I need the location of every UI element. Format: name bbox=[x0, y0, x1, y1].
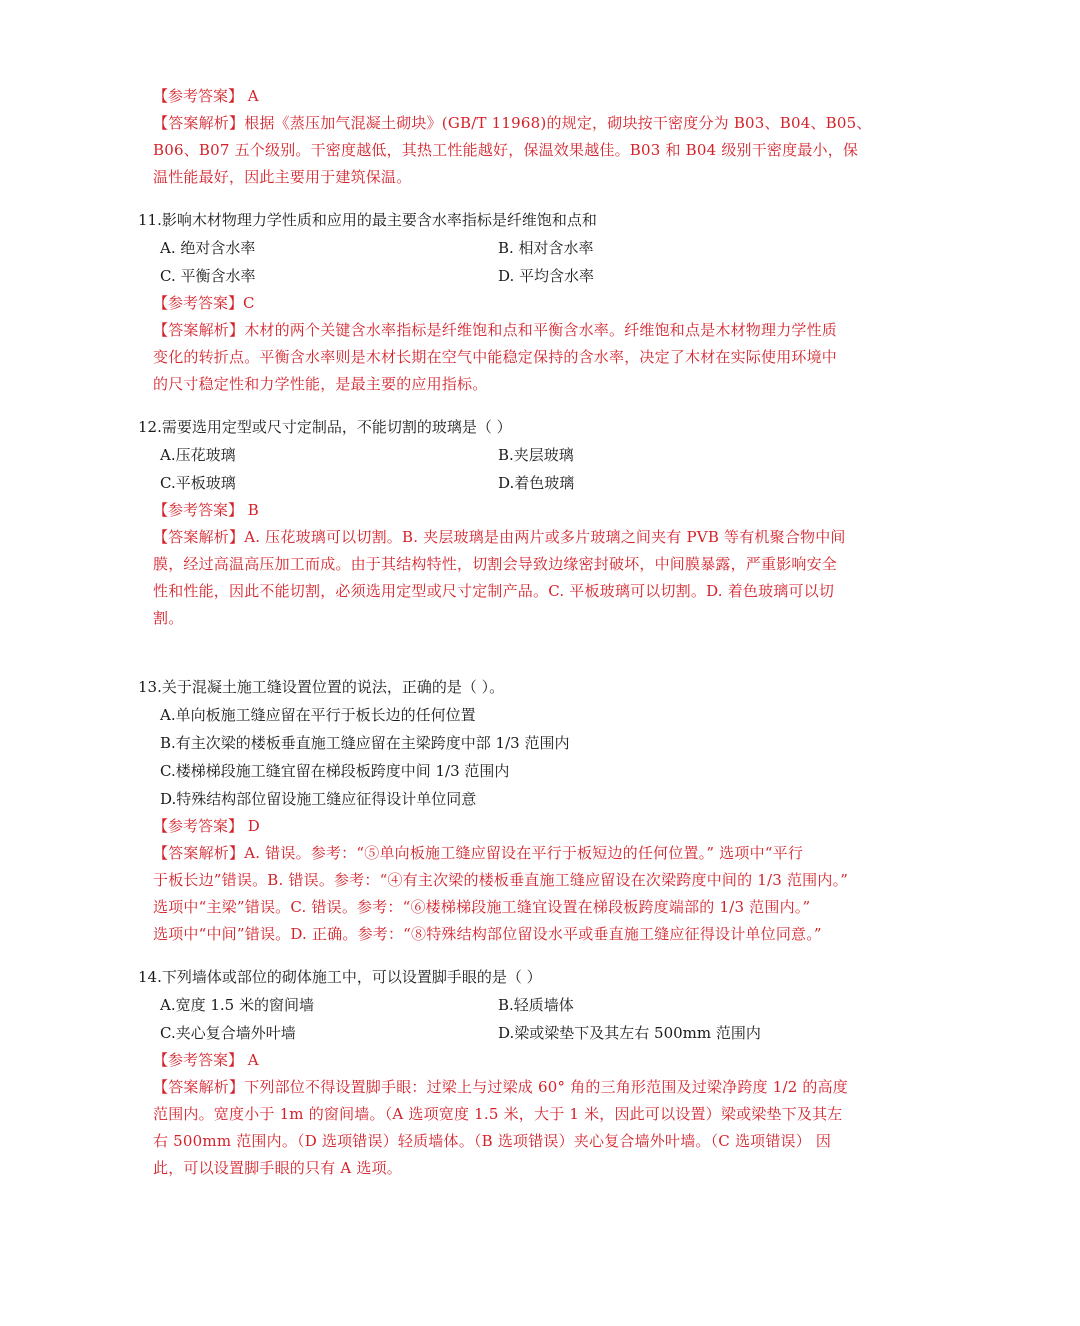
option-c: C.楼梯梯段施工缝宜留在梯段板跨度中间 1/3 范围内 bbox=[160, 762, 510, 780]
answer-line-q13: 【参考答案】 D bbox=[153, 817, 260, 835]
document-content bbox=[138, 83, 898, 1182]
explanation-line: 【答案解析】木材的两个关键含水率指标是纤维饱和点和平衡含水率。纤维饱和点是木材物理力学性质 bbox=[153, 321, 838, 339]
question-12: 12.需要选用定型或尺寸定制品，不能切割的玻璃是（ ） bbox=[138, 418, 512, 436]
explanation-q13 bbox=[138, 840, 898, 948]
option-c: C.夹心复合墙外叶墙 bbox=[160, 1024, 296, 1042]
option-a: A.宽度 1.5 米的窗间墙 bbox=[160, 996, 314, 1014]
explanation-line: 割。 bbox=[153, 609, 184, 627]
explanation-line: 【答案解析】A. 压花玻璃可以切割。B. 夹层玻璃是由两片或多片玻璃之间夹有 PVB 等有机聚合物中间 bbox=[153, 528, 846, 546]
option-d: D.特殊结构部位留设施工缝应征得设计单位同意 bbox=[160, 790, 477, 808]
explanation-line: 的尺寸稳定性和力学性能，是最主要的应用指标。 bbox=[153, 375, 488, 393]
option-b: B.夹层玻璃 bbox=[498, 446, 574, 464]
option-c: C.平板玻璃 bbox=[160, 474, 236, 492]
explanation-line: B06、B07 五个级别。干密度越低，其热工性能越好，保温效果越佳。B03 和 B04 级别干密度最小，保 bbox=[153, 141, 859, 159]
option-d: D.梁或梁垫下及其左右 500mm 范围内 bbox=[498, 1024, 761, 1042]
explanation-line: 温性能最好，因此主要用于建筑保温。 bbox=[153, 168, 412, 186]
question-11: 11.影响木材物理力学性质和应用的最主要含水率指标是纤维饱和点和 bbox=[138, 211, 597, 229]
option-b: B.轻质墙体 bbox=[498, 996, 574, 1014]
explanation-line: 【答案解析】根据《蒸压加气混凝土砌块》(GB/T 11968)的规定，砌块按干密度分为 B03、B04、B05、 bbox=[153, 114, 872, 132]
answer-line-q14: 【参考答案】 A bbox=[153, 1051, 259, 1069]
option-b: B.有主次梁的楼板垂直施工缝应留在主梁跨度中部 1/3 范围内 bbox=[160, 734, 570, 752]
options-q14 bbox=[138, 991, 898, 1047]
options-q12 bbox=[138, 441, 898, 497]
answer-line-q10: 【参考答案】 A bbox=[153, 87, 259, 105]
explanation-q10 bbox=[138, 110, 898, 191]
options-q11 bbox=[138, 234, 898, 290]
option-a: A.单向板施工缝应留在平行于板长边的任何位置 bbox=[160, 706, 476, 724]
answer-line-q12: 【参考答案】 B bbox=[153, 501, 259, 519]
explanation-q11 bbox=[138, 317, 898, 398]
explanation-q12 bbox=[138, 524, 898, 632]
option-a: A.压花玻璃 bbox=[160, 446, 236, 464]
explanation-line: 选项中“中间”错误。D. 正确。参考：“⑧特殊结构部位留设水平或垂直施工缝应征得设计单位同意。” bbox=[153, 925, 822, 943]
explanation-line: 【答案解析】下列部位不得设置脚手眼：过梁上与过梁成 60° 角的三角形范围及过梁净跨度 1/2 的高度 bbox=[153, 1078, 849, 1096]
explanation-line: 选项中“主梁”错误。C. 错误。参考：“⑥楼梯梯段施工缝宜设置在梯段板跨度端部的 1/3 范围内。” bbox=[153, 898, 811, 916]
explanation-q14 bbox=[138, 1074, 898, 1182]
explanation-line: 变化的转折点。平衡含水率则是木材长期在空气中能稳定保持的含水率，决定了木材在实际使用环境中 bbox=[153, 348, 838, 366]
question-14: 14.下列墙体或部位的砌体施工中，可以设置脚手眼的是（ ） bbox=[138, 968, 542, 986]
explanation-line: 膜，经过高温高压加工而成。由于其结构特性，切割会导致边缘密封破坏，中间膜暴露，严重影响安全 bbox=[153, 555, 838, 573]
explanation-line: 此，可以设置脚手眼的只有 A 选项。 bbox=[153, 1159, 402, 1177]
explanation-line: 性和性能，因此不能切割，必须选用定型或尺寸定制产品。C. 平板玻璃可以切割。D. 着色玻璃可以切 bbox=[153, 582, 835, 600]
option-d: D. 平均含水率 bbox=[498, 267, 595, 285]
option-a: A. 绝对含水率 bbox=[160, 239, 256, 257]
answer-line-q11: 【参考答案】C bbox=[153, 294, 255, 312]
explanation-line: 范围内。宽度小于 1m 的窗间墙。（A 选项宽度 1.5 米，大于 1 米，因此可以设置）梁或梁垫下及其左 bbox=[153, 1105, 843, 1123]
explanation-line: 于板长边”错误。B. 错误。参考：“④有主次梁的楼板垂直施工缝应留设在次梁跨度中间的 1/3 范围内。” bbox=[153, 871, 849, 889]
question-13: 13.关于混凝土施工缝设置位置的说法，正确的是（ ）。 bbox=[138, 678, 505, 696]
option-c: C. 平衡含水率 bbox=[160, 267, 256, 285]
explanation-line: 【答案解析】A. 错误。参考：“⑤单向板施工缝应留设在平行于板短边的任何位置。” 选项中“平行 bbox=[153, 844, 804, 862]
option-d: D.着色玻璃 bbox=[498, 474, 575, 492]
options-q13 bbox=[138, 701, 898, 813]
explanation-line: 右 500mm 范围内。（D 选项错误）轻质墙体。（B 选项错误）夹心复合墙外叶墙。（C 选项错误） 因 bbox=[153, 1132, 832, 1150]
option-b: B. 相对含水率 bbox=[498, 239, 594, 257]
